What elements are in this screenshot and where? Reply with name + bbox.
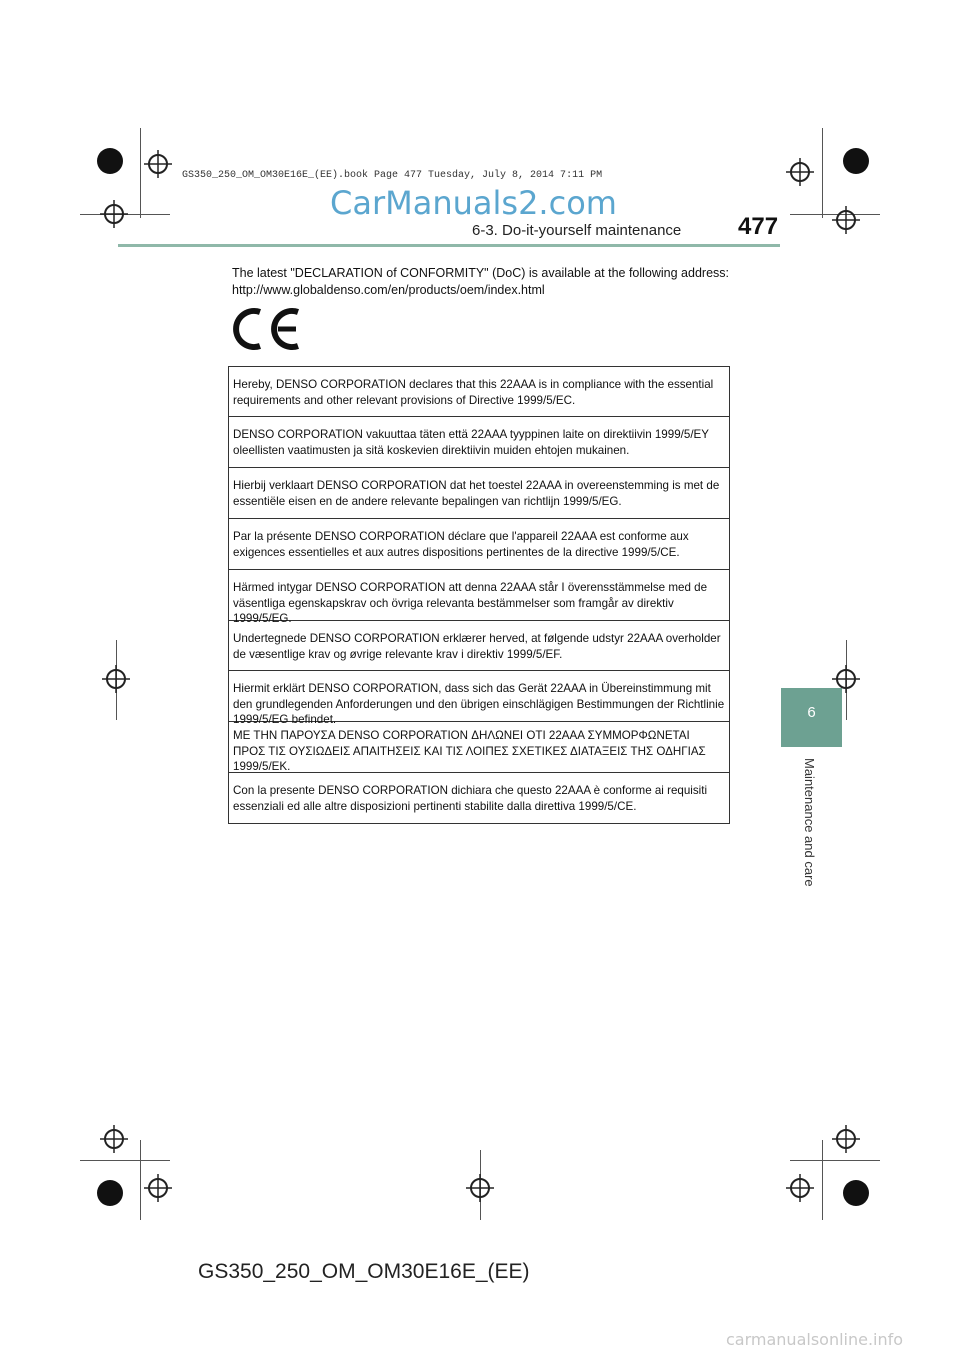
declaration-row-danish: Undertegnede DENSO CORPORATION erklærer herved, at følgende udstyr 22AAA overholder de væsentlige krav og øvrige relevante krav i direktiv 1999/5/EF. (229, 621, 729, 671)
declaration-row-finnish: DENSO CORPORATION vakuuttaa täten että 22AAA tyyppinen laite on direktiivin 1999/5/EY oleellisten vaatimusten ja sitä koskevien direktiivin muiden ehtojen mukainen. (229, 417, 729, 468)
corner-mark-icon (843, 148, 869, 174)
declaration-table (228, 366, 730, 824)
registration-mark-icon (832, 1125, 860, 1153)
chapter-tab-number: 6 (807, 704, 816, 721)
registration-mark-icon (786, 158, 814, 186)
footer-document-code: GS350_250_OM_OM30E16E_(EE) (198, 1260, 530, 1283)
registration-mark-icon (466, 1174, 494, 1202)
corner-mark-icon (843, 1180, 869, 1206)
chapter-tab-label-text: Maintenance and care (802, 758, 817, 887)
registration-mark-icon (100, 200, 128, 228)
crop-line (80, 1160, 170, 1161)
registration-mark-icon (144, 1174, 172, 1202)
registration-mark-icon (144, 150, 172, 178)
section-title: 6-3. Do-it-yourself maintenance (472, 222, 682, 239)
declaration-row-swedish: Härmed intygar DENSO CORPORATION att denna 22AAA står I överensstämmelse med de väsentliga egenskapskrav och övriga relevanta bestämmelser som framgår av direktiv 1999/5/EG. (229, 570, 729, 621)
declaration-row-dutch: Hierbij verklaart DENSO CORPORATION dat het toestel 22AAA in overeenstemming is met de essentiële eisen en de andere relevante bepalingen van richtlijn 1999/5/EG. (229, 468, 729, 519)
intro-url: http://www.globaldenso.com/en/products/oem/index.html (232, 283, 545, 297)
crop-line (140, 128, 141, 218)
watermark-bottom: carmanualsonline.info (726, 1330, 904, 1349)
page-number: 477 (738, 213, 779, 240)
corner-mark-icon (97, 148, 123, 174)
intro-text (232, 265, 752, 299)
declaration-row-italian: Con la presente DENSO CORPORATION dichiara che questo 22AAA è conforme ai requisiti essenziali ed alle altre disposizioni pertinenti stabilite dalla direttiva 1999/5/CE. (233, 784, 708, 813)
watermark-top: CarManuals2.com (330, 184, 617, 222)
registration-mark-icon (832, 206, 860, 234)
print-metadata-line: GS350_250_OM_OM30E16E_(EE).book Page 477 Tuesday, July 8, 2014 7:11 PM (182, 170, 603, 181)
crop-line (822, 1140, 823, 1220)
corner-mark-icon (97, 1180, 123, 1206)
crop-line (140, 1140, 141, 1220)
intro-line-1: The latest "DECLARATION of CONFORMITY" (DoC) is available at the following address: (232, 266, 729, 280)
chapter-tab-label (801, 758, 821, 898)
crop-line (790, 1160, 880, 1161)
declaration-row-greek: ΜΕ ΤΗΝ ΠΑΡΟΥΣΑ DENSO CORPORATION ΔΗΛΩΝΕΙ ΟΤΙ 22AAA ΣΥΜΜΟΡΦΩΝΕΤΑΙ ΠΡΟΣ ΤΙΣ ΟΥΣΙΩΔΕΙΣ ΑΠΑΙΤΗΣΕΙΣ ΚΑΙ ΤΙΣ ΛΟΙΠΕΣ ΣΧΕΤΙΚΕΣ ΔΙΑΤΑΞΕΙΣ ΤΗΣ ΟΔΗΓΙΑΣ 1999/5/ΕΚ. (229, 722, 729, 773)
declaration-row-french: Par la présente DENSO CORPORATION déclare que l'appareil 22AAA est conforme aux exigences essentielles et aux autres dispositions pertinentes de la directive 1999/5/CE. (229, 519, 729, 570)
registration-mark-icon (100, 1125, 128, 1153)
declaration-row-german: Hiermit erklärt DENSO CORPORATION, dass sich das Gerät 22AAA in Übereinstimmung mit den grundlegenden Anforderungen und den übrigen einschlägigen Bestimmungen der Richtlinie 1999/5/EG befindet. (229, 671, 729, 722)
registration-mark-icon (786, 1174, 814, 1202)
header-rule (118, 244, 780, 247)
declaration-row-english: Hereby, DENSO CORPORATION declares that this 22AAA is in compliance with the essential requirements and other relevant provisions of Directive 1999/5/EC. (229, 367, 729, 417)
registration-mark-icon (832, 665, 860, 693)
crop-line (822, 128, 823, 218)
ce-mark-icon (232, 306, 302, 352)
registration-mark-icon (102, 665, 130, 693)
